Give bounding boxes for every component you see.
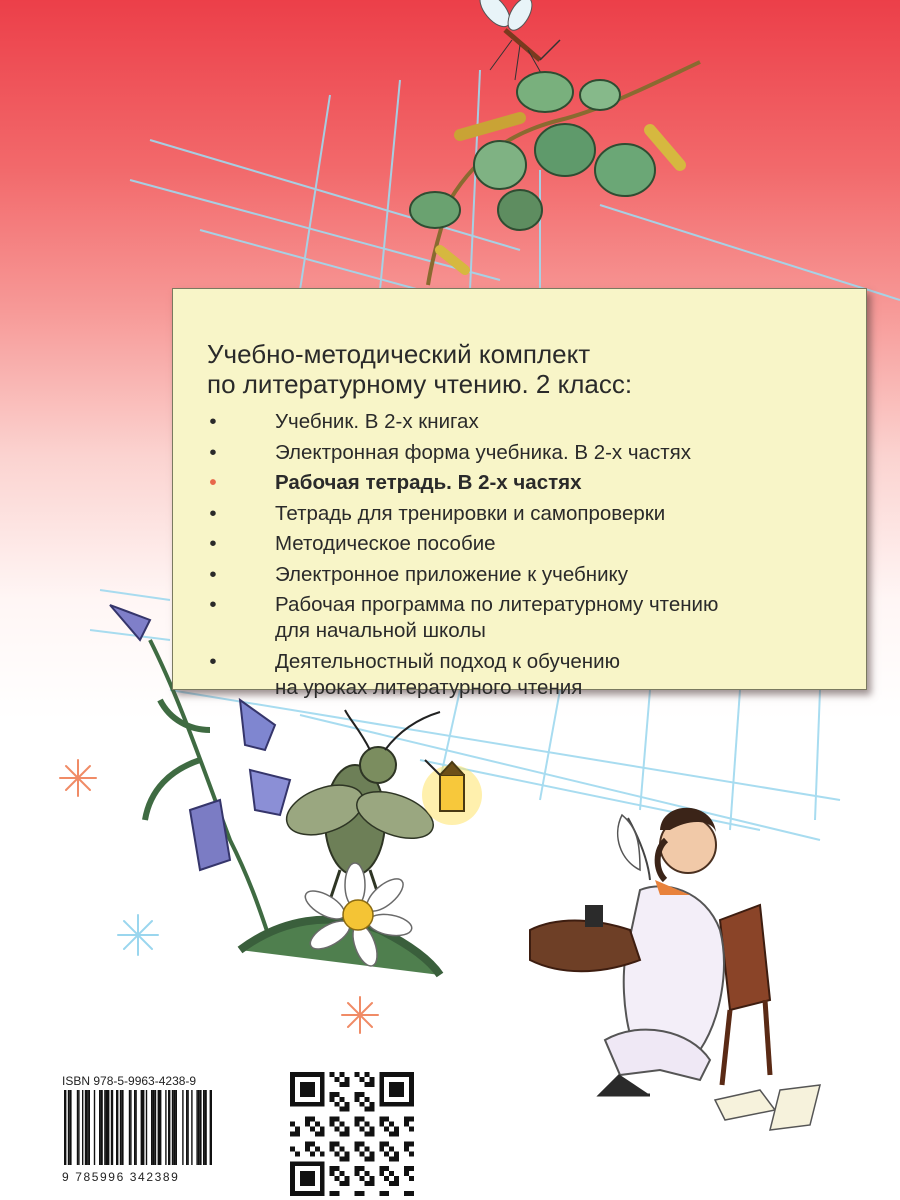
bullet-icon: • (209, 501, 217, 525)
barcode-digits: 9 785996 342389 (62, 1170, 180, 1184)
kit-info-box (172, 288, 867, 699)
kit-item-text: Тетрадь для тренировки и самопроверки (275, 501, 666, 525)
kit-list-item (203, 470, 718, 496)
quill-icon (618, 815, 650, 880)
kit-item-text: Методическое пособие (275, 532, 496, 555)
bullet-icon: • (209, 532, 217, 555)
mosquito-icon (474, 0, 560, 80)
kit-item-text: для начальной школы (275, 619, 486, 642)
kit-title-line: Учебно-методический комплект (207, 339, 591, 369)
bullet-icon: • (209, 410, 217, 433)
bullet-icon: • (209, 649, 217, 673)
kit-list-item (203, 592, 718, 644)
lantern-icon (422, 760, 482, 825)
kit-item-text: Электронное приложение к учебнику (275, 562, 628, 586)
kit-item-text: Рабочая тетрадь. В 2-х частях (275, 471, 582, 494)
poet-writing-icon (530, 808, 820, 1130)
kit-list-item (203, 501, 718, 527)
kit-list-item (203, 562, 718, 588)
bullet-icon: • (209, 471, 217, 494)
kit-list-item (203, 440, 718, 466)
bullet-icon: • (209, 593, 217, 616)
kit-item-text: Рабочая программа по литературному чтению (275, 593, 719, 616)
kit-list-item (203, 409, 718, 435)
isbn-label: ISBN 978-5-9963-4238-9 (62, 1074, 197, 1088)
linden-branch-icon (410, 62, 700, 285)
kit-item-text: Деятельностный подход к обучению (275, 649, 620, 673)
bullet-icon: • (209, 440, 217, 464)
kit-item-list (203, 409, 718, 705)
kit-item-text: Учебник. В 2-х книгах (275, 410, 479, 433)
kit-title (207, 339, 632, 399)
kit-item-text: Электронная форма учебника. В 2-х частях (275, 440, 691, 464)
kit-title-line: по литературному чтению. 2 класс: (207, 369, 633, 399)
bullet-icon: • (209, 562, 217, 586)
kit-item-text: на уроках литературного чтения (275, 675, 583, 699)
barcode-icon (60, 1090, 265, 1165)
kit-list-item (203, 531, 718, 557)
kit-list-item (203, 649, 718, 701)
qr-code-icon (290, 1072, 414, 1196)
daisy-icon (240, 863, 440, 975)
